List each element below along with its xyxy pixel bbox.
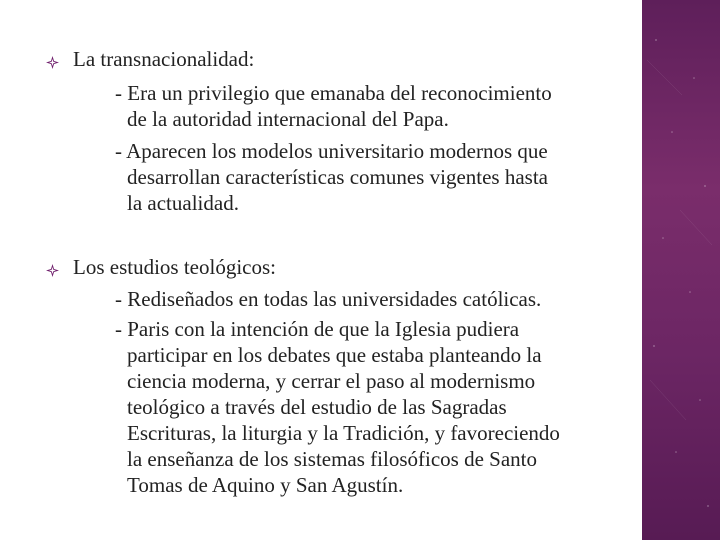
list-item-line: la actualidad.	[127, 191, 239, 215]
list-item-line: de la autoridad internacional del Papa.	[127, 107, 449, 131]
section-title: La transnacionalidad:	[73, 47, 255, 71]
list-item-line: - Era un privilegio que emanaba del reconocimiento	[115, 81, 552, 105]
diamond-bullet-icon	[46, 264, 59, 279]
list-item-line: desarrollan características comunes vigentes hasta	[127, 165, 548, 189]
list-item-line: la enseñanza de los sistemas filosóficos de Santo	[127, 447, 537, 471]
section-title: Los estudios teológicos:	[73, 255, 276, 279]
list-item	[115, 80, 552, 132]
list-item-line: - Rediseñados en todas las universidades católicas.	[115, 287, 542, 311]
list-item-line: ciencia moderna, y cerrar el paso al modernismo	[127, 369, 536, 393]
list-item	[115, 286, 541, 312]
diamond-bullet-icon	[46, 56, 59, 71]
list-item	[115, 138, 548, 216]
list-item-line: - Paris con la intención de que la Iglesia pudiera	[115, 317, 520, 341]
list-item-line: Escrituras, la liturgia y la Tradición, y favoreciendo	[127, 421, 560, 445]
list-item-line: participar en los debates que estaba planteando la	[127, 343, 542, 367]
list-item	[115, 316, 560, 498]
list-item-line: - Aparecen los modelos universitario modernos que	[115, 139, 548, 163]
list-item-line: Tomas de Aquino y San Agustín.	[127, 473, 404, 497]
decorative-sidebar	[642, 0, 720, 540]
list-item-line: teológico a través del estudio de las Sagradas	[127, 395, 507, 419]
